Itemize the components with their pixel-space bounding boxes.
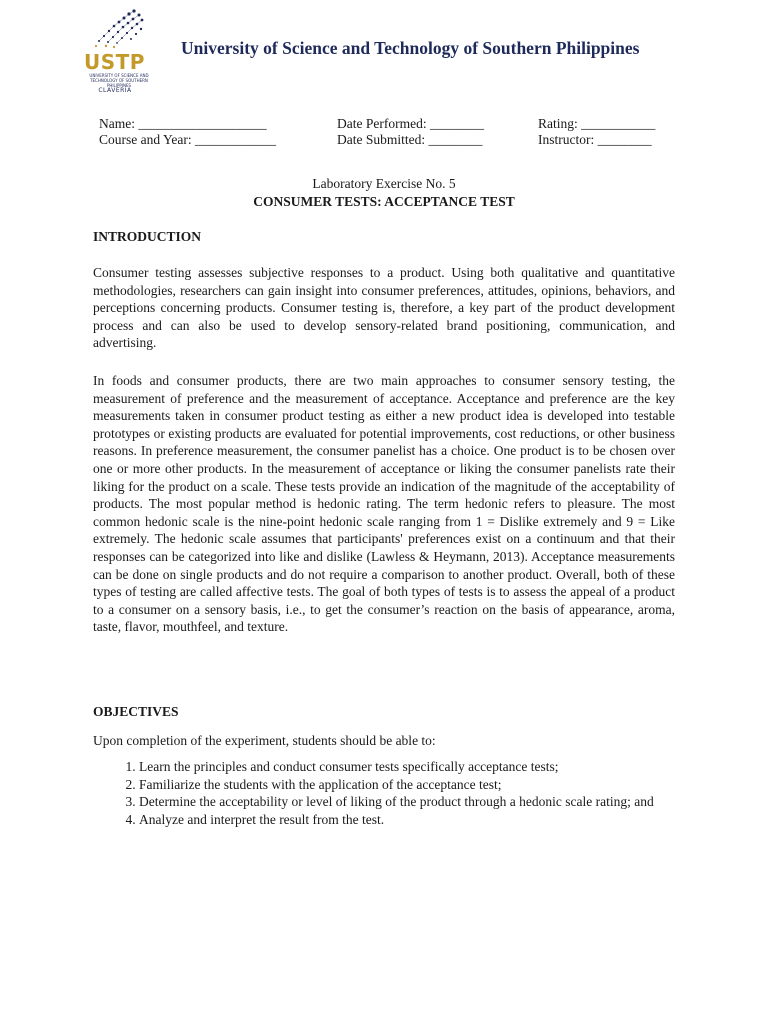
date-submitted-field: Date Submitted: ________ bbox=[337, 132, 483, 147]
university-name: University of Science and Technology of Southern Philippines bbox=[181, 38, 640, 58]
logo-dots-graphic bbox=[84, 6, 154, 56]
exercise-title: CONSUMER TESTS: ACCEPTANCE TEST bbox=[253, 194, 515, 209]
exercise-number: Laboratory Exercise No. 5 bbox=[312, 176, 456, 191]
objectives-heading: OBJECTIVES bbox=[93, 704, 179, 719]
objectives-list bbox=[93, 758, 675, 828]
objective-item: 2. Familiarize the students with the application of the acceptance test; bbox=[139, 776, 675, 794]
campus-name: CLAVERIA bbox=[98, 87, 132, 94]
instructor-field: Instructor: ________ bbox=[538, 132, 652, 147]
rating-field: Rating: ___________ bbox=[538, 116, 656, 131]
intro-paragraph-2: In foods and consumer products, there are two main approaches to consumer sensory testing, the measurement of preference and the measurement of acceptance. Acceptance and preference are the key measurements taken in consumer product testing as either a new product idea is developed into testable prototypes or existing products are evaluated for potential improvements, cost reductions, or other business reasons. In preference measurement, the consumer panelist has a choice. One product is to be chosen over one or more other products. In the measurement of acceptance or liking the consumer panelists rate their liking for the product on a scale. These tests provide an indication of the magnitude of the acceptability of products. The most popular method is hedonic rating. The term hedonic refers to pleasure. The most common hedonic scale is the nine-point hedonic scale ranging from 1 = Dislike extremely and 9 = Like extremely. The hedonic scale assumes that participants' preferences exist on a continuum and that their responses can be categorized into like and dislike (Lawless & Heymann, 2013). Acceptance measurements can be done on single products and do not require a comparison to another product. Overall, both of these types of testing are called affective tests. The goal of both types of tests is to assess the appeal of a product to a consumer on a sensory basis, i.e., to get the consumer’s reaction on the basis of appearance, aroma, taste, flavor, mouthfeel, and texture. bbox=[93, 373, 675, 635]
objectives-intro: Upon completion of the experiment, students should be able to: bbox=[93, 733, 436, 748]
course-year-field: Course and Year: ____________ bbox=[99, 132, 276, 147]
logo-wordmark: USTP bbox=[84, 50, 145, 74]
intro-paragraph-1: Consumer testing assesses subjective responses to a product. Using both qualitative and quantitative methodologies, researchers can gain insight into consumer preferences, attitudes, opinions, behaviors, and perceptions concerning products. Consumer testing is, therefore, a key part of the product development process and can also be used to develop sensory-related brand positioning, communication, and advertising. bbox=[93, 265, 675, 351]
ustp-logo bbox=[84, 6, 154, 92]
logo-subtext: UNIVERSITY OF SCIENCE AND TECHNOLOGY OF SOUTHERN PHILIPPINES bbox=[89, 73, 149, 88]
objective-item: 4. Analyze and interpret the result from the test. bbox=[139, 811, 675, 829]
objective-item: 1. Learn the principles and conduct consumer tests specifically acceptance tests; bbox=[139, 758, 675, 776]
name-field: Name: ___________________ bbox=[99, 116, 267, 131]
introduction-heading: INTRODUCTION bbox=[93, 229, 202, 244]
date-performed-field: Date Performed: ________ bbox=[337, 116, 484, 131]
objective-item: 3. Determine the acceptability or level of liking of the product through a hedonic scale rating; and bbox=[139, 793, 675, 811]
